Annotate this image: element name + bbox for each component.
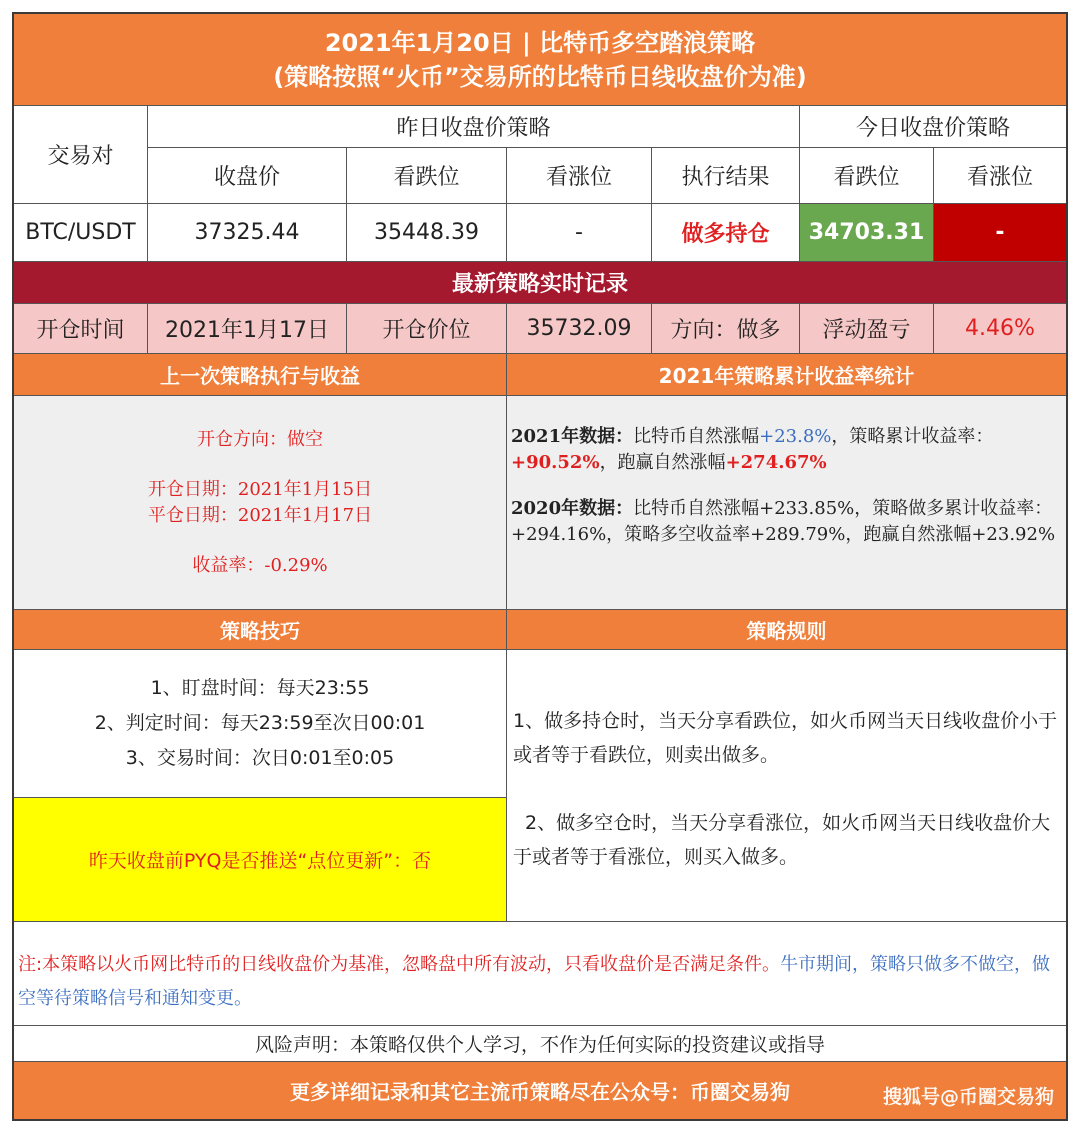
header-subtitle: (策略按照“火币”交易所的比特币日线收盘价为准) <box>273 62 807 91</box>
stats-2021-d: +90.52% <box>511 452 600 473</box>
pair-value: BTC/USDT <box>14 204 148 262</box>
pair-header: 交易对 <box>14 106 148 204</box>
stats-2021-b: +23.8% <box>759 426 832 447</box>
strategy-card <box>12 12 1068 1121</box>
today-fall-level: 34703.31 <box>800 204 934 262</box>
note-blue: 牛市期间，策略只做多不做空，做空等待策略信号和通知变更。 <box>18 954 1051 1009</box>
header-banner <box>14 14 1066 106</box>
risk-statement: 风险声明：本策略仅供个人学习，不作为任何实际的投资建议或指导 <box>14 1026 1066 1062</box>
close-price-value: 37325.44 <box>148 204 347 262</box>
today-rise-level: - <box>934 204 1066 262</box>
last-direction: 开仓方向：做空 <box>197 428 323 450</box>
last-close-date: 平仓日期：2021年1月17日 <box>147 504 373 526</box>
col-fall-header: 看跌位 <box>347 148 507 204</box>
last-open-date: 开仓日期：2021年1月15日 <box>147 478 373 500</box>
header-title: 2021年1月20日 | 比特币多空踏浪策略 <box>324 28 756 57</box>
note-box <box>14 922 1066 1026</box>
tips-title: 策略技巧 <box>14 610 507 650</box>
rules-title: 策略规则 <box>507 610 1066 650</box>
pyq-notice: 昨天收盘前PYQ是否推送“点位更新”：否 <box>14 798 507 922</box>
fall-level-value: 35448.39 <box>347 204 507 262</box>
tip-line-3: 3、交易时间：次日0:01至0:05 <box>125 747 395 769</box>
last-execution-title: 上一次策略执行与收益 <box>14 354 507 396</box>
rules-body <box>507 650 1066 922</box>
today-strategy-header: 今日收盘价策略 <box>800 106 1066 148</box>
stats-2021-f: +274.67% <box>725 452 827 473</box>
last-yield: 收益率：-0.29% <box>192 554 328 576</box>
tip-line-2: 2、判定时间：每天23:59至次日00:01 <box>94 712 426 734</box>
execution-result: 做多持仓 <box>652 204 800 262</box>
stats-2021-a: 比特币自然涨幅 <box>633 426 760 447</box>
rule-2: 2、做多空仓时，当天分享看涨位，如火币网当天日线收盘价大于或者等于看涨位，则买入做多。 <box>513 812 1051 868</box>
open-price-label: 开仓价位 <box>347 304 507 354</box>
col-result-header: 执行结果 <box>652 148 800 204</box>
floating-pnl-label: 浮动盈亏 <box>800 304 934 354</box>
stats-2021-label: 2021年数据： <box>511 426 634 447</box>
stats-2021 <box>511 424 1058 476</box>
direction-value: 方向：做多 <box>652 304 800 354</box>
watermark: 搜狐号@币圈交易狗 <box>882 1086 1054 1108</box>
floating-pnl-value: 4.46% <box>934 304 1066 354</box>
footer-banner <box>14 1062 1066 1119</box>
col-close-header: 收盘价 <box>148 148 347 204</box>
last-execution-body <box>14 396 507 610</box>
stats-2021-c: ，策略累计收益率： <box>831 426 994 447</box>
stats-2021-e: ，跑赢自然涨幅 <box>599 452 726 473</box>
note-text <box>18 948 1060 1016</box>
realtime-record-title: 最新策略实时记录 <box>14 262 1066 304</box>
footer-text: 更多详细记录和其它主流币策略尽在公众号：币圈交易狗 <box>290 1080 790 1104</box>
note-red: 注:本策略以火币网比特币的日线收盘价为基准，忽略盘中所有波动，只看收盘价是否满足条件。 <box>18 954 781 975</box>
open-time-value: 2021年1月17日 <box>148 304 347 354</box>
open-price-value: 35732.09 <box>507 304 652 354</box>
col-rise-header: 看涨位 <box>507 148 652 204</box>
col-today-fall-header: 看跌位 <box>800 148 934 204</box>
yesterday-strategy-header: 昨日收盘价策略 <box>148 106 800 148</box>
stats-2020-text: 比特币自然涨幅+233.85%，策略做多累计收益率：+294.16%，策略多空收益率+289.79%，跑赢自然涨幅+23.92% <box>511 498 1056 545</box>
stats-body <box>507 396 1066 610</box>
tip-line-1: 1、盯盘时间：每天23:55 <box>150 677 370 699</box>
rule-1: 1、做多持仓时，当天分享看跌位，如火币网当天日线收盘价小于或者等于看跌位，则卖出做多。 <box>513 710 1058 766</box>
open-time-label: 开仓时间 <box>14 304 148 354</box>
stats-2020 <box>511 496 1058 548</box>
stats-2020-label: 2020年数据： <box>511 498 634 519</box>
tips-body <box>14 650 507 798</box>
col-today-rise-header: 看涨位 <box>934 148 1066 204</box>
rise-level-value: - <box>507 204 652 262</box>
stats-title: 2021年策略累计收益率统计 <box>507 354 1066 396</box>
